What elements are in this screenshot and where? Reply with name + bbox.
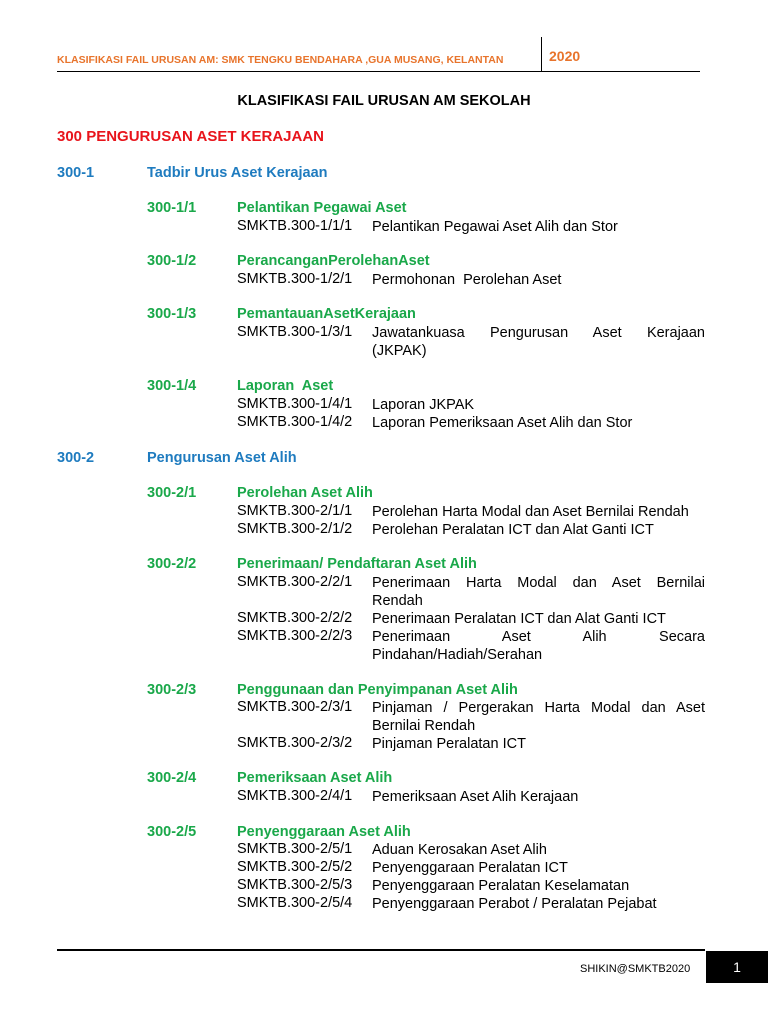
header-text: KLASIFIKASI FAIL URUSAN AM: SMK TENGKU BENDAHARA ,GUA MUSANG, KELANTAN [57, 54, 504, 66]
group-name: Pengurusan Aset Alih [147, 450, 297, 466]
subgroup-code: 300-1/2 [147, 253, 197, 269]
file-description: Penyenggaraan Perabot / Peralatan Pejabat [372, 896, 657, 912]
page-number: 1 [706, 951, 768, 983]
subgroup-name: Penggunaan dan Penyimpanan Aset Alih [237, 682, 518, 698]
file-description: Permohonan Perolehan Aset [372, 272, 562, 288]
subgroup-name: PemantauanAsetKerajaan [237, 306, 416, 322]
file-code: SMKTB.300-2/5/3 [237, 877, 353, 893]
file-description-cont: Rendah [372, 593, 423, 609]
file-description-cont: Bernilai Rendah [372, 718, 476, 734]
file-code: SMKTB.300-2/1/1 [237, 503, 353, 519]
file-code: SMKTB.300-2/3/2 [237, 735, 353, 751]
subgroup-code: 300-1/1 [147, 200, 197, 216]
file-code: SMKTB.300-1/4/2 [237, 414, 353, 430]
file-description: Laporan Pemeriksaan Aset Alih dan Stor [372, 415, 633, 431]
subgroup-name: PerancanganPerolehanAset [237, 253, 430, 269]
header-divider [541, 37, 542, 72]
subgroup-name: Perolehan Aset Alih [237, 485, 373, 501]
subgroup-name: Pemeriksaan Aset Alih [237, 770, 393, 786]
file-description: Perolehan Harta Modal dan Aset Bernilai Rendah [372, 504, 689, 520]
file-description: Pinjaman Peralatan ICT [372, 736, 526, 752]
file-code: SMKTB.300-2/2/3 [237, 628, 353, 644]
subgroup-code: 300-2/5 [147, 824, 197, 840]
subgroup-name: Pelantikan Pegawai Aset [237, 200, 407, 216]
group-code: 300-1 [57, 165, 95, 181]
section-title: 300 PENGURUSAN ASET KERAJAAN [57, 128, 324, 145]
header-year: 2020 [549, 48, 581, 64]
document-title: KLASIFIKASI FAIL URUSAN AM SEKOLAH [237, 93, 531, 109]
file-code: SMKTB.300-2/2/2 [237, 610, 353, 626]
header-rule [57, 71, 700, 72]
subgroup-code: 300-2/1 [147, 485, 197, 501]
subgroup-code: 300-2/4 [147, 770, 197, 786]
file-description: Perolehan Peralatan ICT dan Alat Ganti ICT [372, 522, 654, 538]
file-code: SMKTB.300-1/3/1 [237, 324, 353, 340]
file-code: SMKTB.300-2/1/2 [237, 521, 353, 537]
group-name: Tadbir Urus Aset Kerajaan [147, 165, 328, 181]
file-code: SMKTB.300-2/5/4 [237, 895, 353, 911]
file-description: Aduan Kerosakan Aset Alih [372, 842, 547, 858]
subgroup-code: 300-1/3 [147, 306, 197, 322]
file-description: Penyenggaraan Peralatan ICT [372, 860, 568, 876]
file-code: SMKTB.300-2/3/1 [237, 699, 353, 715]
subgroup-name: Laporan Aset [237, 378, 334, 394]
subgroup-name: Penerimaan/ Pendaftaran Aset Alih [237, 556, 477, 572]
file-code: SMKTB.300-2/2/1 [237, 574, 353, 590]
file-code: SMKTB.300-2/5/2 [237, 859, 353, 875]
group-code: 300-2 [57, 450, 95, 466]
file-description-cont: Pindahan/Hadiah/Serahan [372, 647, 543, 663]
file-description: Penyenggaraan Peralatan Keselamatan [372, 878, 630, 894]
file-code: SMKTB.300-1/2/1 [237, 271, 353, 287]
file-description: Penerimaan Harta Modal dan Aset Bernilai [372, 575, 705, 591]
file-description: Jawatankuasa Pengurusan Aset Kerajaan [372, 325, 705, 341]
file-description: Penerimaan Peralatan ICT dan Alat Ganti ICT [372, 611, 666, 627]
footer-author: SHIKIN@SMKTB2020 [580, 963, 691, 975]
file-description: Pinjaman / Pergerakan Harta Modal dan Aset [372, 700, 705, 716]
file-description: Pemeriksaan Aset Alih Kerajaan [372, 789, 579, 805]
file-description: Penerimaan Aset Alih Secara [372, 629, 705, 645]
subgroup-name: Penyenggaraan Aset Alih [237, 824, 411, 840]
file-code: SMKTB.300-1/1/1 [237, 218, 353, 234]
footer-rule [57, 949, 705, 951]
file-code: SMKTB.300-2/4/1 [237, 788, 353, 804]
file-code: SMKTB.300-2/5/1 [237, 841, 353, 857]
subgroup-code: 300-2/2 [147, 556, 197, 572]
file-description-cont: (JKPAK) [372, 343, 427, 359]
file-description: Laporan JKPAK [372, 397, 475, 413]
subgroup-code: 300-1/4 [147, 378, 197, 394]
file-description: Pelantikan Pegawai Aset Alih dan Stor [372, 219, 618, 235]
subgroup-code: 300-2/3 [147, 682, 197, 698]
file-code: SMKTB.300-1/4/1 [237, 396, 353, 412]
